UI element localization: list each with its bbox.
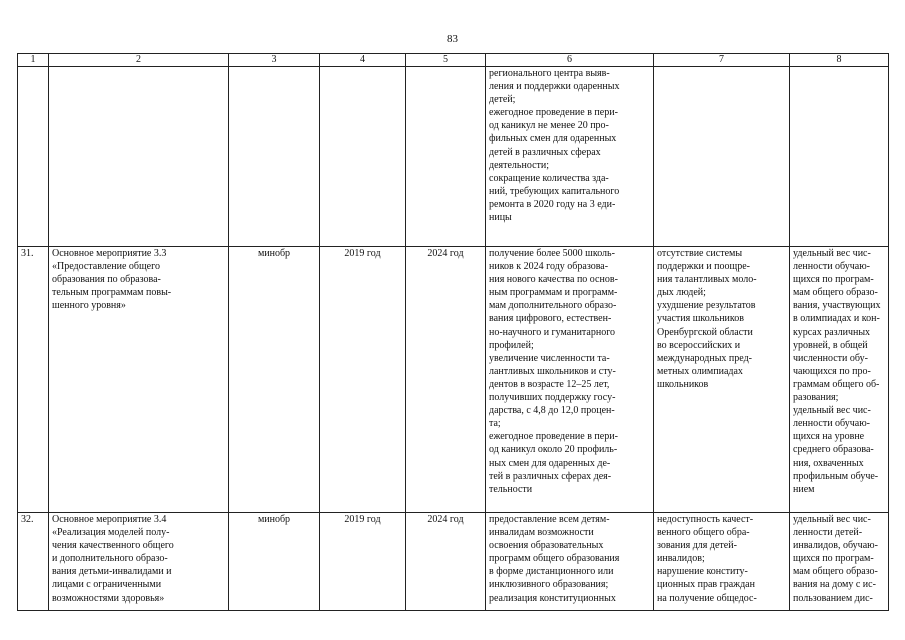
measure-name-cell	[49, 247, 229, 513]
text-line: участия школьников	[657, 313, 744, 325]
start-year-cell-text: 2019 год	[344, 514, 381, 525]
consequences-cell-lines	[657, 513, 786, 610]
text-line: вания цифрового, естествен-	[489, 313, 612, 325]
text-line: «Реализация моделей полу-	[52, 527, 170, 539]
indicators-cell	[790, 67, 889, 247]
measure-name-cell	[49, 67, 229, 247]
text-line: профилей;	[489, 339, 534, 351]
row-number-cell	[18, 513, 49, 611]
text-line: ных смен для одаренных де-	[489, 457, 611, 469]
text-line: ления и поддержки одаренных	[489, 81, 620, 93]
text-line: уровней, в общей	[793, 339, 868, 351]
end-year-cell-text: 2024 год	[427, 514, 464, 525]
text-line: тельности	[489, 483, 533, 495]
text-line: на получение общедос-	[657, 592, 757, 604]
indicators-cell	[790, 247, 889, 513]
text-line: во всероссийских и	[657, 339, 741, 351]
row-number-cell	[18, 247, 49, 513]
text-line: но-научного и гуманитарного	[489, 326, 616, 338]
text-line: курсах различных	[793, 326, 871, 338]
column-number-cell: 2	[49, 54, 229, 67]
text-line: международных пред-	[657, 352, 752, 364]
consequences-cell	[654, 247, 790, 513]
text-line: профильным обуче-	[793, 470, 879, 482]
measure-name-cell	[49, 513, 229, 611]
text-line: ным программам и программ-	[489, 287, 618, 299]
text-line: нием	[793, 483, 815, 495]
column-number-cell: 1	[18, 54, 49, 67]
text-line: венного общего обра-	[657, 527, 750, 539]
text-line: регионального центра выяв-	[489, 68, 610, 79]
text-line: и дополнительного образо-	[52, 553, 168, 565]
executor-cell-text: минобр	[257, 248, 291, 259]
page-number: 83	[447, 33, 458, 45]
text-line: Оренбургской области	[657, 326, 753, 338]
text-line: граммам общего об-	[793, 378, 880, 390]
text-line: пользованием дис-	[793, 592, 873, 604]
text-line: получивших поддержку госу-	[489, 392, 616, 404]
text-line: ленности обучаю-	[793, 418, 871, 430]
text-line: инвалидам возможности	[489, 527, 594, 539]
text-line: реализация конституционных	[489, 592, 616, 604]
text-line: нарушение конститу-	[657, 566, 748, 578]
text-line: ния, охваченных	[793, 457, 864, 469]
text-line: мам дополнительного образо-	[489, 300, 617, 312]
text-line: вания на дому с ис-	[793, 579, 876, 591]
text-line: удельный вес чис-	[793, 248, 871, 259]
text-line: образования по образова-	[52, 274, 161, 286]
text-line: фильных смен для одаренных	[489, 133, 617, 145]
table-row	[18, 67, 889, 247]
text-line: ежегодное проведение в пери-	[489, 107, 618, 119]
measure-name-cell-lines	[52, 247, 225, 312]
text-line: сокращение количества зда-	[489, 172, 609, 184]
text-line: шенного уровня»	[52, 300, 126, 312]
executor-cell-text: минобр	[257, 514, 291, 525]
text-line: вания детьми-инвалидами и	[52, 566, 172, 578]
column-number-cell: 4	[320, 54, 406, 67]
text-line: предоставление всем детям-	[489, 514, 610, 525]
measure-name-cell-lines	[52, 513, 225, 610]
table-row	[18, 247, 889, 513]
text-line: удельный вес чис-	[793, 405, 871, 417]
row-number-cell-text: 32.	[21, 514, 34, 525]
text-line: ницы	[489, 212, 512, 224]
start-year-cell	[320, 513, 406, 611]
start-year-cell	[320, 67, 406, 247]
text-line: щихся по програм-	[793, 274, 874, 286]
text-line: тей в различных сферах дея-	[489, 470, 612, 482]
text-line: отсутствие системы	[657, 248, 743, 259]
row-number-cell	[18, 67, 49, 247]
end-year-cell	[406, 247, 486, 513]
executor-cell	[229, 247, 320, 513]
text-line: вания, участвующих	[793, 300, 881, 312]
text-line: детей в различных сферах	[489, 146, 601, 158]
table-body	[18, 54, 889, 611]
text-line: мам общего образо-	[793, 566, 878, 578]
expected-result-cell	[486, 67, 654, 247]
text-line: удельный вес чис-	[793, 514, 871, 525]
text-line: ленности детей-	[793, 527, 863, 539]
indicators-cell	[790, 513, 889, 611]
text-line: ленности обучаю-	[793, 261, 871, 273]
text-line: ний, требующих капитального	[489, 185, 620, 197]
consequences-cell	[654, 67, 790, 247]
text-line: од каникул не менее 20 про-	[489, 120, 609, 132]
text-line: чения качественного общего	[52, 540, 174, 552]
text-line: ционных прав граждан	[657, 579, 755, 591]
column-number-cell: 3	[229, 54, 320, 67]
text-line: деятельности;	[489, 159, 550, 171]
consequences-cell-lines	[657, 247, 786, 391]
text-line: в олимпиадах и кон-	[793, 313, 880, 325]
text-line: дентов в возрасте 12–25 лет,	[489, 378, 610, 390]
text-line: ежегодное проведение в пери-	[489, 431, 618, 443]
text-line: освоения образовательных	[489, 540, 604, 552]
column-number-cell: 8	[790, 54, 889, 67]
expected-result-cell	[486, 513, 654, 611]
indicators-cell-lines	[793, 247, 885, 496]
start-year-cell-text: 2019 год	[344, 248, 381, 259]
text-line: Основное мероприятие 3.4	[52, 514, 167, 525]
text-line: инвалидов;	[657, 553, 705, 565]
start-year-cell	[320, 247, 406, 513]
text-line: возможностями здоровья»	[52, 592, 165, 604]
text-line: ния талантливых моло-	[657, 274, 757, 286]
expected-result-cell-lines	[489, 247, 650, 496]
indicators-cell-lines	[793, 513, 885, 610]
expected-result-cell-lines	[489, 67, 650, 224]
expected-result-cell-lines	[489, 513, 650, 610]
text-line: среднего образова-	[793, 444, 874, 456]
text-line: дых людей;	[657, 287, 706, 299]
column-number-cell: 5	[406, 54, 486, 67]
text-line: ния нового качества по основ-	[489, 274, 618, 286]
text-line: зования для детей-	[657, 540, 737, 552]
end-year-cell-text: 2024 год	[427, 248, 464, 259]
text-line: метных олимпиадах	[657, 365, 743, 377]
column-number-row	[18, 54, 889, 67]
text-line: программ общего образования	[489, 553, 620, 565]
column-number-cell: 7	[654, 54, 790, 67]
text-line: в форме дистанционного или	[489, 566, 614, 578]
text-line: щихся по програм-	[793, 553, 874, 565]
column-number-cell: 6	[486, 54, 654, 67]
text-line: инклюзивного образования;	[489, 579, 609, 591]
consequences-cell	[654, 513, 790, 611]
text-line: дарства, с 4,8 до 12,0 процен-	[489, 405, 615, 417]
end-year-cell	[406, 513, 486, 611]
executor-cell	[229, 67, 320, 247]
text-line: тельным программам повы-	[52, 287, 172, 299]
text-line: инвалидов, обучаю-	[793, 540, 878, 552]
text-line: лицами с ограниченными	[52, 579, 162, 591]
text-line: чающихся по про-	[793, 365, 871, 377]
end-year-cell	[406, 67, 486, 247]
text-line: «Предоставление общего	[52, 261, 160, 273]
text-line: получение более 5000 школь-	[489, 248, 615, 259]
text-line: та;	[489, 418, 501, 430]
text-line: щихся на уровне	[793, 431, 865, 443]
text-line: ремонта в 2020 году на 3 еди-	[489, 198, 616, 210]
text-line: увеличение численности та-	[489, 352, 610, 364]
text-line: лантливых школьников и сту-	[489, 365, 616, 377]
text-line: од каникул около 20 профиль-	[489, 444, 618, 456]
table-row	[18, 513, 889, 611]
text-line: ухудшение результатов	[657, 300, 756, 312]
text-line: поддержки и поощре-	[657, 261, 750, 273]
expected-result-cell	[486, 247, 654, 513]
text-line: разования;	[793, 392, 839, 404]
text-line: численности обу-	[793, 352, 868, 364]
text-line: мам общего образо-	[793, 287, 878, 299]
text-line: детей;	[489, 94, 516, 106]
text-line: ников к 2024 году образова-	[489, 261, 609, 273]
executor-cell	[229, 513, 320, 611]
text-line: недоступность качест-	[657, 514, 754, 525]
text-line: Основное мероприятие 3.3	[52, 248, 167, 259]
program-measures-table	[17, 53, 889, 611]
row-number-cell-text: 31.	[21, 248, 34, 259]
text-line: школьников	[657, 378, 709, 390]
